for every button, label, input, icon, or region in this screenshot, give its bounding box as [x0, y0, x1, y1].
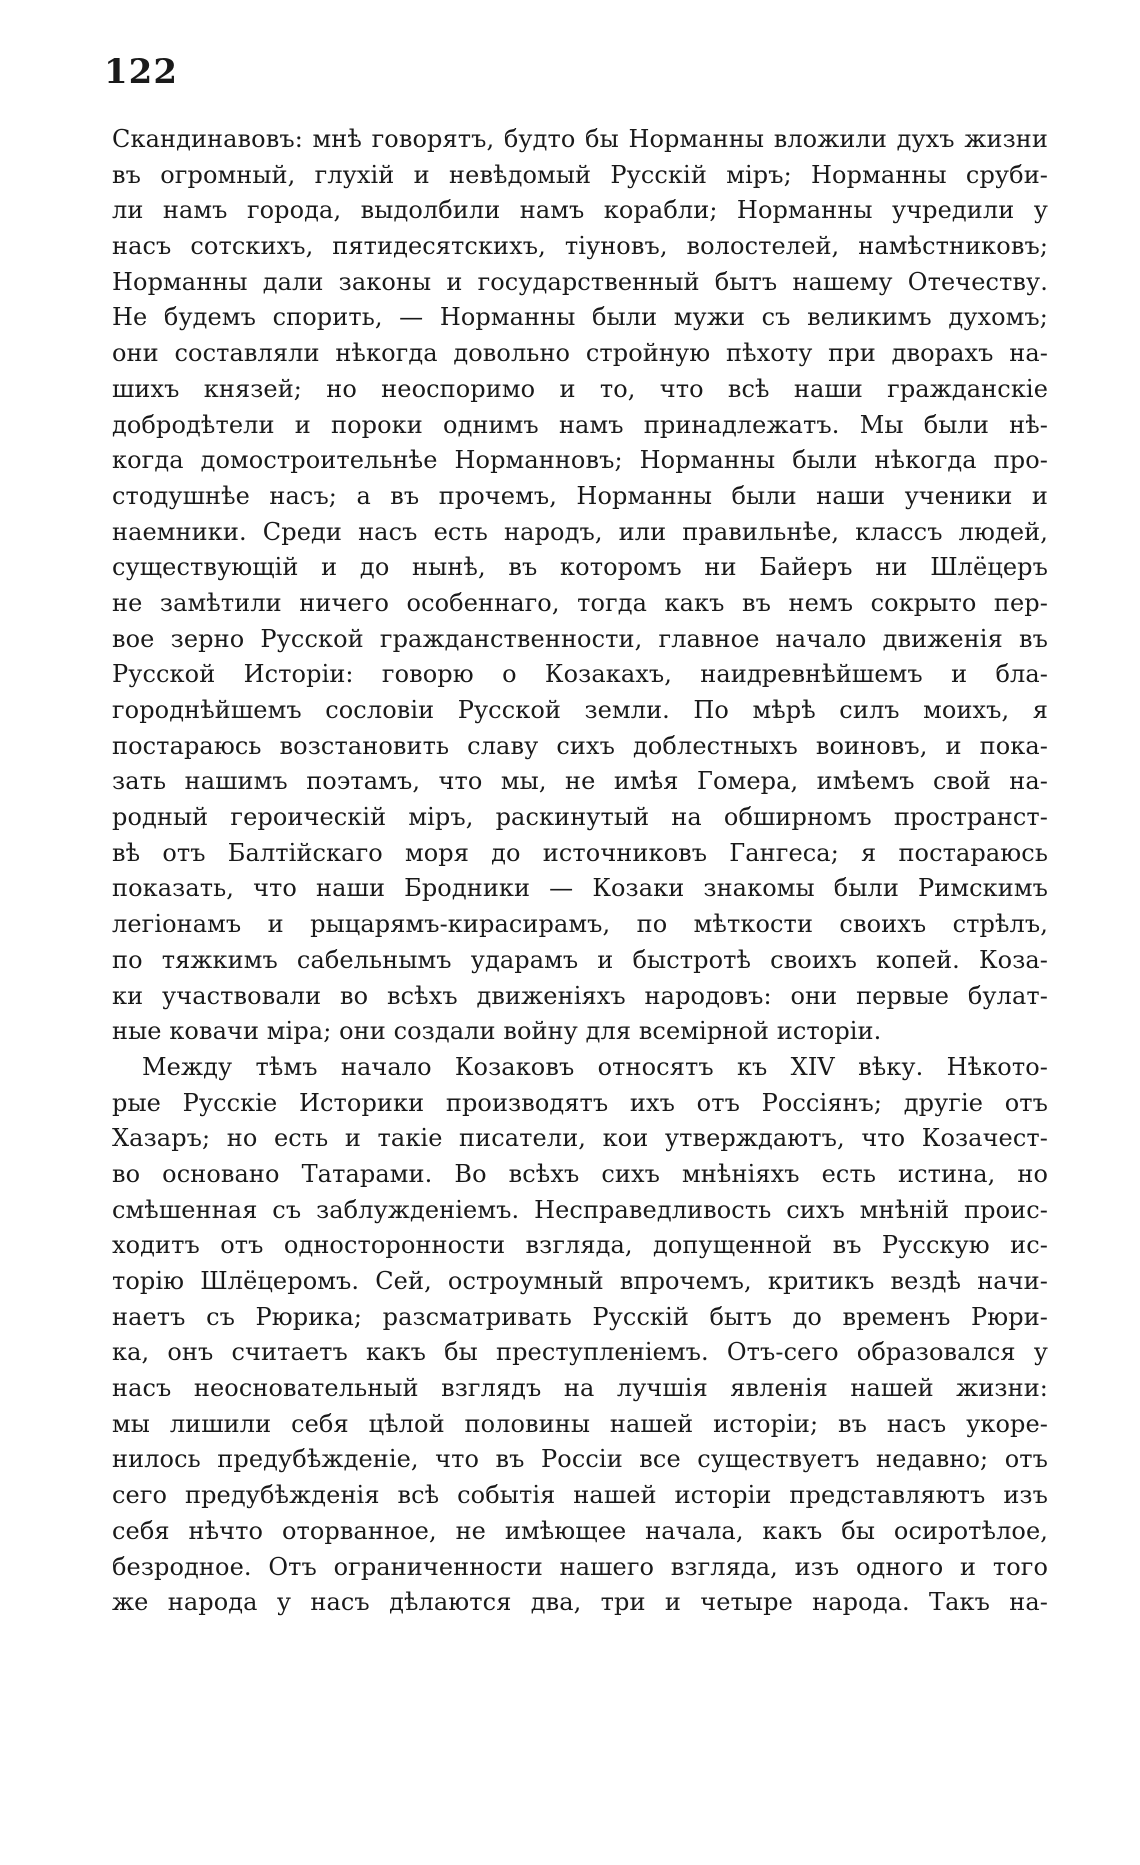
text-line: вое зерно Русской гражданственности, главное начало движенія въ [112, 624, 1048, 653]
text-line: Скандинавовъ: мнѣ говорятъ, будто бы Норманны вложили духъ жизни [112, 125, 1048, 153]
text-line: постараюсь возстановить славу сихъ доблестныхъ воиновъ, и пока- [112, 731, 1048, 760]
text-line: легіонамъ и рыцарямъ-кирасирамъ, по мѣткости своихъ стрѣлъ, [112, 910, 1048, 939]
text-line: Хазаръ; но есть и такіе писатели, кои утверждаютъ, что Козачест- [112, 1124, 1048, 1153]
text-line: сего предубѣжденія всѣ событія нашей исторіи представляютъ изъ [112, 1481, 1048, 1510]
text-line: въ огромный, глухій и невѣдомый Русскій міръ; Норманны сруби- [112, 160, 1048, 189]
text-line: ка, онъ считаетъ какъ бы преступленіемъ. Отъ-сего образовался у [112, 1338, 1048, 1367]
text-line: безродное. Отъ ограниченности нашего взгляда, изъ одного и того [112, 1552, 1048, 1581]
text-line: наемники. Среди насъ есть народъ, или правильнѣе, классъ людей, [112, 517, 1048, 546]
text-line: торію Шлёцеромъ. Сей, остроумный впрочемъ, критикъ вездѣ начи- [112, 1267, 1048, 1295]
text-line: добродѣтели и пороки однимъ намъ принадлежатъ. Мы были нѣ- [112, 410, 1048, 439]
text-line: во основано Татарами. Во всѣхъ сихъ мнѣніяхъ есть истина, но [112, 1159, 1048, 1188]
text-line: существующій и до нынѣ, въ которомъ ни Байеръ ни Шлёцеръ [112, 553, 1048, 582]
text-line: ные ковачи міра; они создали войну для всемірной исторіи. [112, 1017, 882, 1046]
text-line: когда домостроительнѣе Норманновъ; Норманны были нѣкогда про- [112, 446, 1048, 475]
text-line: ходитъ отъ односторонности взгляда, допущенной въ Русскую ис- [112, 1231, 1048, 1260]
text-line: они составляли нѣкогда довольно стройную пѣхоту при дворахъ на- [112, 339, 1048, 368]
text-line: по тяжкимъ сабельнымъ ударамъ и быстротѣ своихъ копей. Коза- [112, 945, 1048, 974]
text-line: мы лишили себя цѣлой половины нашей исторіи; въ насъ укоре- [112, 1409, 1048, 1438]
text-line: Между тѣмъ начало Козаковъ относятъ къ XIV вѣку. Нѣкото- [142, 1052, 1048, 1081]
text-line: Русской Исторіи: говорю о Козакахъ, наидревнѣйшемъ и бла- [112, 660, 1048, 689]
text-line: насъ неосновательный взглядъ на лучшія явленія нашей жизни: [112, 1374, 1048, 1403]
body-text [112, 122, 1048, 1621]
text-line: насъ сотскихъ, пятидесятскихъ, тіуновъ, волостелей, намѣстниковъ; [112, 232, 1048, 261]
text-line: стодушнѣе насъ; а въ прочемъ, Норманны были наши ученики и [112, 481, 1048, 510]
text-line: наетъ съ Рюрика; разсматривать Русскій бытъ до временъ Рюри- [112, 1302, 1048, 1331]
text-line: родный героическій міръ, раскинутый на обширномъ пространст- [112, 803, 1048, 832]
text-line: Не будемъ спорить, — Норманны были мужи съ великимъ духомъ; [112, 303, 1048, 332]
text-line: городнѣйшемъ сословіи Русской земли. По мѣрѣ силъ моихъ, я [112, 696, 1048, 724]
text-line: шихъ князей; но неоспоримо и то, что всѣ наши гражданскіе [112, 374, 1048, 403]
text-line: ки участвовали во всѣхъ движеніяхъ народовъ: они первые булат- [112, 981, 1048, 1010]
page-number: 122 [104, 52, 178, 92]
text-line: рые Русскіе Историки производятъ ихъ отъ Россіянъ; другіе отъ [112, 1088, 1048, 1117]
text-line: не замѣтили ничего особеннаго, тогда какъ въ немъ сокрыто пер- [112, 588, 1048, 617]
text-line: вѣ отъ Балтійскаго моря до источниковъ Гангеса; я постараюсь [112, 838, 1048, 867]
text-line: Норманны дали законы и государственный бытъ нашему Отечеству. [112, 267, 1048, 296]
text-line: показать, что наши Бродники — Козаки знакомы были Римскимъ [112, 874, 1048, 903]
text-line: смѣшенная съ заблужденіемъ. Несправедливость сихъ мнѣній проис- [112, 1195, 1048, 1224]
text-line: себя нѣчто оторванное, не имѣющее начала, какъ бы осиротѣлое, [112, 1516, 1048, 1545]
text-line: нилось предубѣжденіе, что въ Россіи все существуетъ недавно; отъ [112, 1445, 1048, 1474]
text-line: ли намъ города, выдолбили намъ корабли; Норманны учредили у [112, 196, 1048, 225]
text-line: зать нашимъ поэтамъ, что мы, не имѣя Гомера, имѣемъ свой на- [112, 767, 1048, 796]
text-line: же народа у насъ дѣлаются два, три и четыре народа. Такъ на- [112, 1588, 1048, 1617]
